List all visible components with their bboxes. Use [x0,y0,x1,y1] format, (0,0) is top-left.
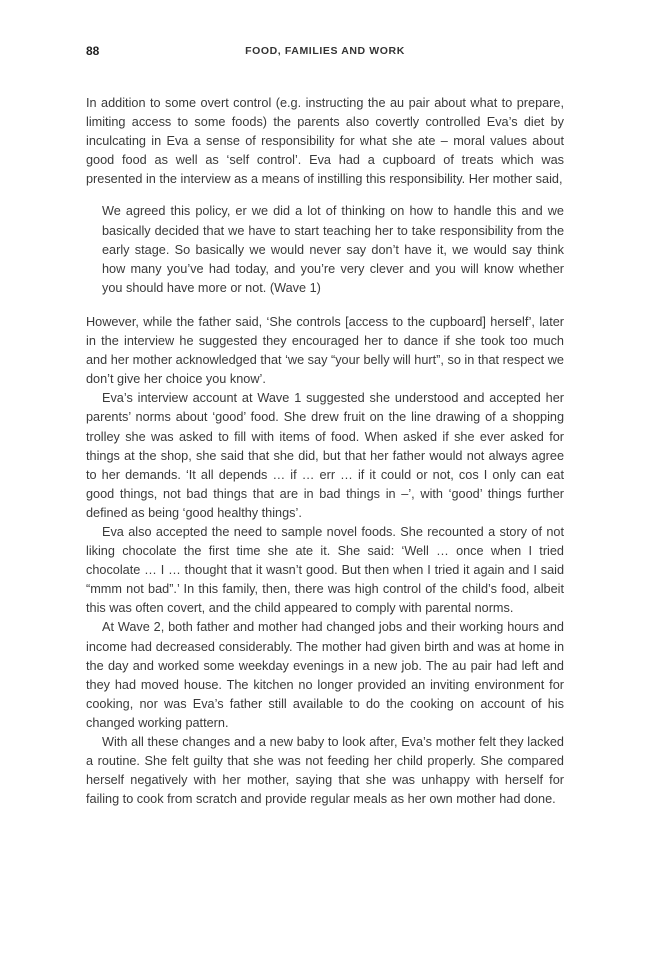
paragraph-1: In addition to some overt control (e.g. instructing the au pair about what to prepare, limiting access to some foods) the parents also covertly controlled Eva’s diet by inculcating in Eva a sense of responsibility for what she ate – moral values about good food as well as ‘self control’. Eva had a cupboard of treats which was presented in the interview as a means of instilling this responsibility. Her mother said, [86,96,564,187]
body-text [86,94,564,809]
paragraph-6: With all these changes and a new baby to look after, Eva’s mother felt they lacked a routine. She felt guilty that she was not feeding her child properly. She compared herself negatively with her mother, saying that she was unhappy with herself for failing to cook from scratch and provide regular meals as her own mother had done. [86,735,564,807]
page-number: 88 [86,44,100,58]
paragraph-4: Eva also accepted the need to sample novel foods. She recounted a story of not liking chocolate the first time she ate it. She said: ‘Well … once when I tried chocolate … I … thought that it wasn’t good. But then when I tried it again and I said “mmm not bad”.’ In this family, then, there was high control of the child’s food, albeit this was often covert, and the child appeared to comply with parental norms. [86,524,564,616]
book-page [86,44,564,809]
paragraph-2: However, while the father said, ‘She controls [access to the cupboard] herself’, later in the interview he suggested they encouraged her to dance if she took too much and her mother acknowledged that ‘we say “your belly will hurt”, so in that respect we don’t give her choice you know’. [86,314,564,387]
paragraph-5: At Wave 2, both father and mother had changed jobs and their working hours and income had decreased considerably. The mother had given birth and was at home in the day and worked some weekday evenings in a new job. The au pair had left and they had moved house. The kitchen no longer provided an inviting environment for cooking, nor was Eva’s father still available to do the cooking on account of his changed working pattern. [86,620,564,730]
running-title: FOOD, FAMILIES AND WORK [245,45,405,57]
paragraph-3: Eva’s interview account at Wave 1 suggested she understood and accepted her parents’ norms about ‘good’ food. She drew fruit on the line drawing of a shopping trolley she was asked to fill with items of food. When asked if she ever asked for things at the shop, she said that she did, but that her father would not always agree to her demands. ‘It all depends … if … err … if it could or not, cos I only can eat good things, not bad things that are in bad things in –’, with ‘good’ things further defined as being ‘good healthy things’. [86,391,564,520]
block-quote: We agreed this policy, er we did a lot of thinking on how to handle this and we basically decided that we have to start teaching her to take responsibility from the early stage. So basically we would never say don’t have it, we would say think how many you’ve had today, and you’re very clever and you will know whether you should have more or not. (Wave 1) [102,204,564,295]
running-header [86,44,564,66]
